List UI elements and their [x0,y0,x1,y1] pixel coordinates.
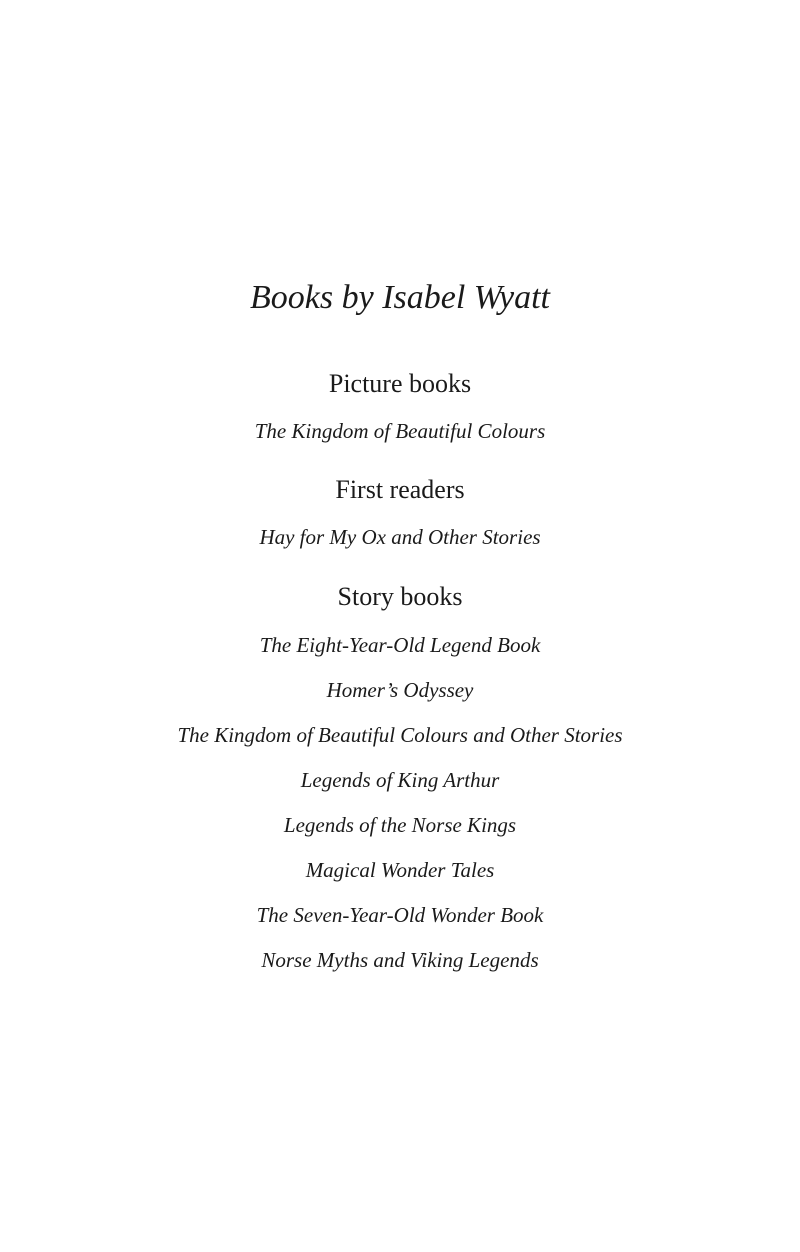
book-title: Legends of King Arthur [300,768,500,792]
book-title: The Seven-Year-Old Wonder Book [256,903,544,927]
book-title: Magical Wonder Tales [305,858,495,882]
book-title: Homer’s Odyssey [326,678,474,702]
book-title: The Eight-Year-Old Legend Book [259,633,541,657]
book-title: The Kingdom of Beautiful Colours [254,419,546,443]
page-title: Books by Isabel Wyatt [250,279,550,316]
book-title: The Kingdom of Beautiful Colours and Other Stories [177,723,623,747]
book-title: Hay for My Ox and Other Stories [259,525,541,549]
section-heading-story-books: Story books [337,582,463,611]
section-heading-picture-books: Picture books [328,369,472,398]
book-title: Legends of the Norse Kings [283,813,517,837]
book-title: Norse Myths and Viking Legends [261,948,539,972]
section-heading-first-readers: First readers [335,475,465,504]
